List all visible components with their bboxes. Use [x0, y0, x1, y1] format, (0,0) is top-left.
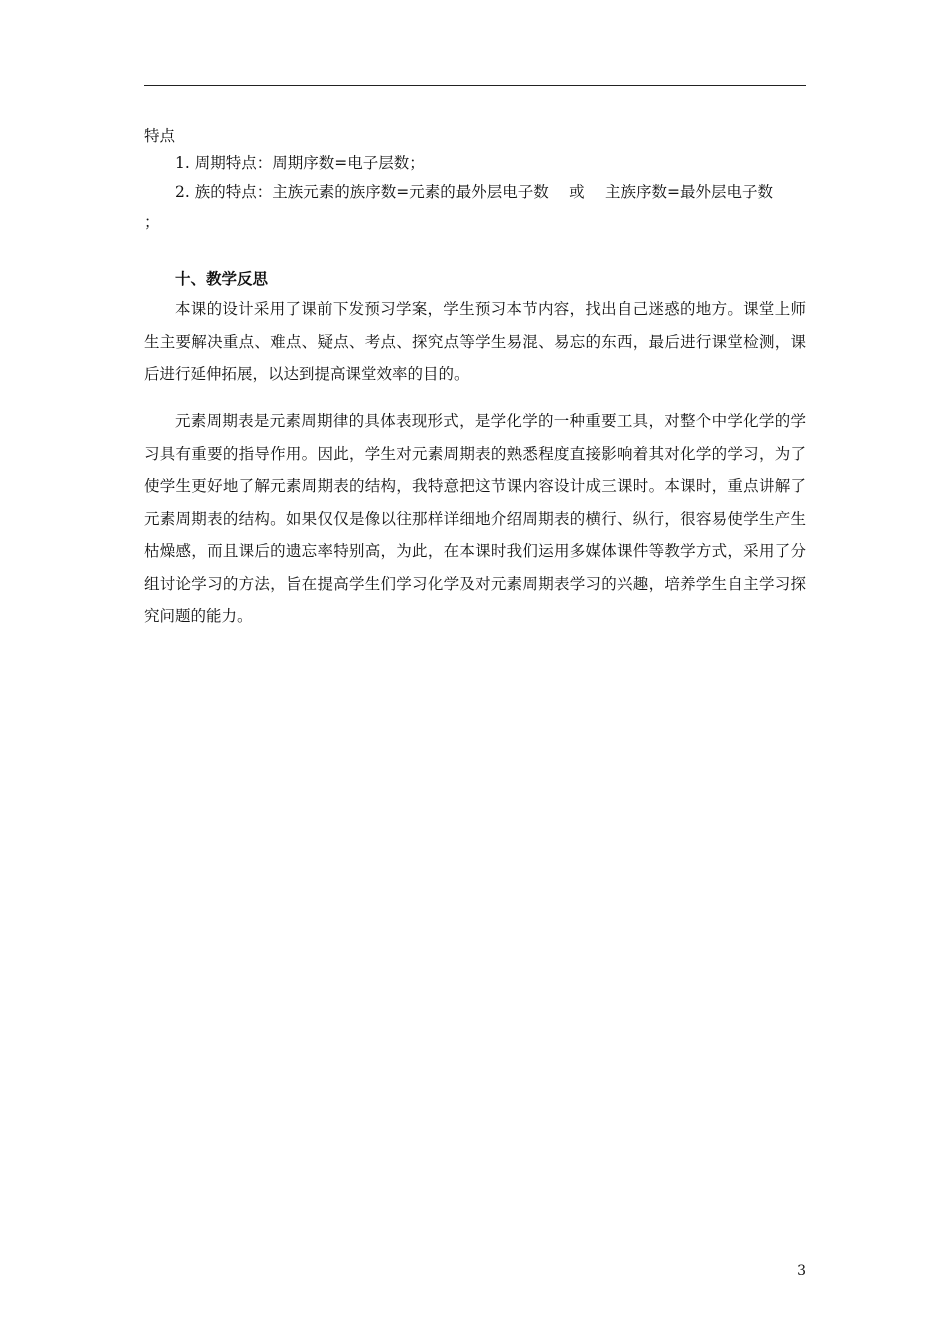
page-number: 3: [797, 1263, 806, 1279]
features-item-period: 1. 周期特点：周期序数=电子层数；: [175, 154, 425, 172]
section-heading-reflection: 十、教学反思: [175, 269, 269, 288]
features-item-group-tail: ；: [144, 213, 160, 231]
features-item-group: 2. 族的特点：主族元素的族序数=元素的最外层电子数 或 主族序数=最外层电子数: [175, 183, 774, 201]
reflection-paragraph-1: 本课的设计采用了课前下发预习学案，学生预习本节内容，找出自己迷惑的地方。课堂上师生主要解决重点、难点、疑点、考点、探究点等学生易混、易忘的东西，最后进行课堂检测，课后进行延伸拓展，以达到提高课堂效率的目的。: [144, 300, 806, 383]
reflection-paragraph-2: 元素周期表是元素周期律的具体表现形式，是学化学的一种重要工具，对整个中学化学的学习具有重要的指导作用。因此，学生对元素周期表的熟悉程度直接影响着其对化学的学习，为了使学生更好地了解元素周期表的结构，我特意把这节课内容设计成三课时。本课时，重点讲解了元素周期表的结构。如果仅仅是像以往那样详细地介绍周期表的横行、纵行，很容易使学生产生枯燥感，而且课后的遗忘率特别高，为此，在本课时我们运用多媒体课件等教学方式，采用了分组讨论学习的方法，旨在提高学生们学习化学及对元素周期表学习的兴趣，培养学生自主学习探究问题的能力。: [144, 412, 806, 625]
document-body: [144, 0, 806, 1344]
features-title: 特点: [144, 127, 176, 145]
